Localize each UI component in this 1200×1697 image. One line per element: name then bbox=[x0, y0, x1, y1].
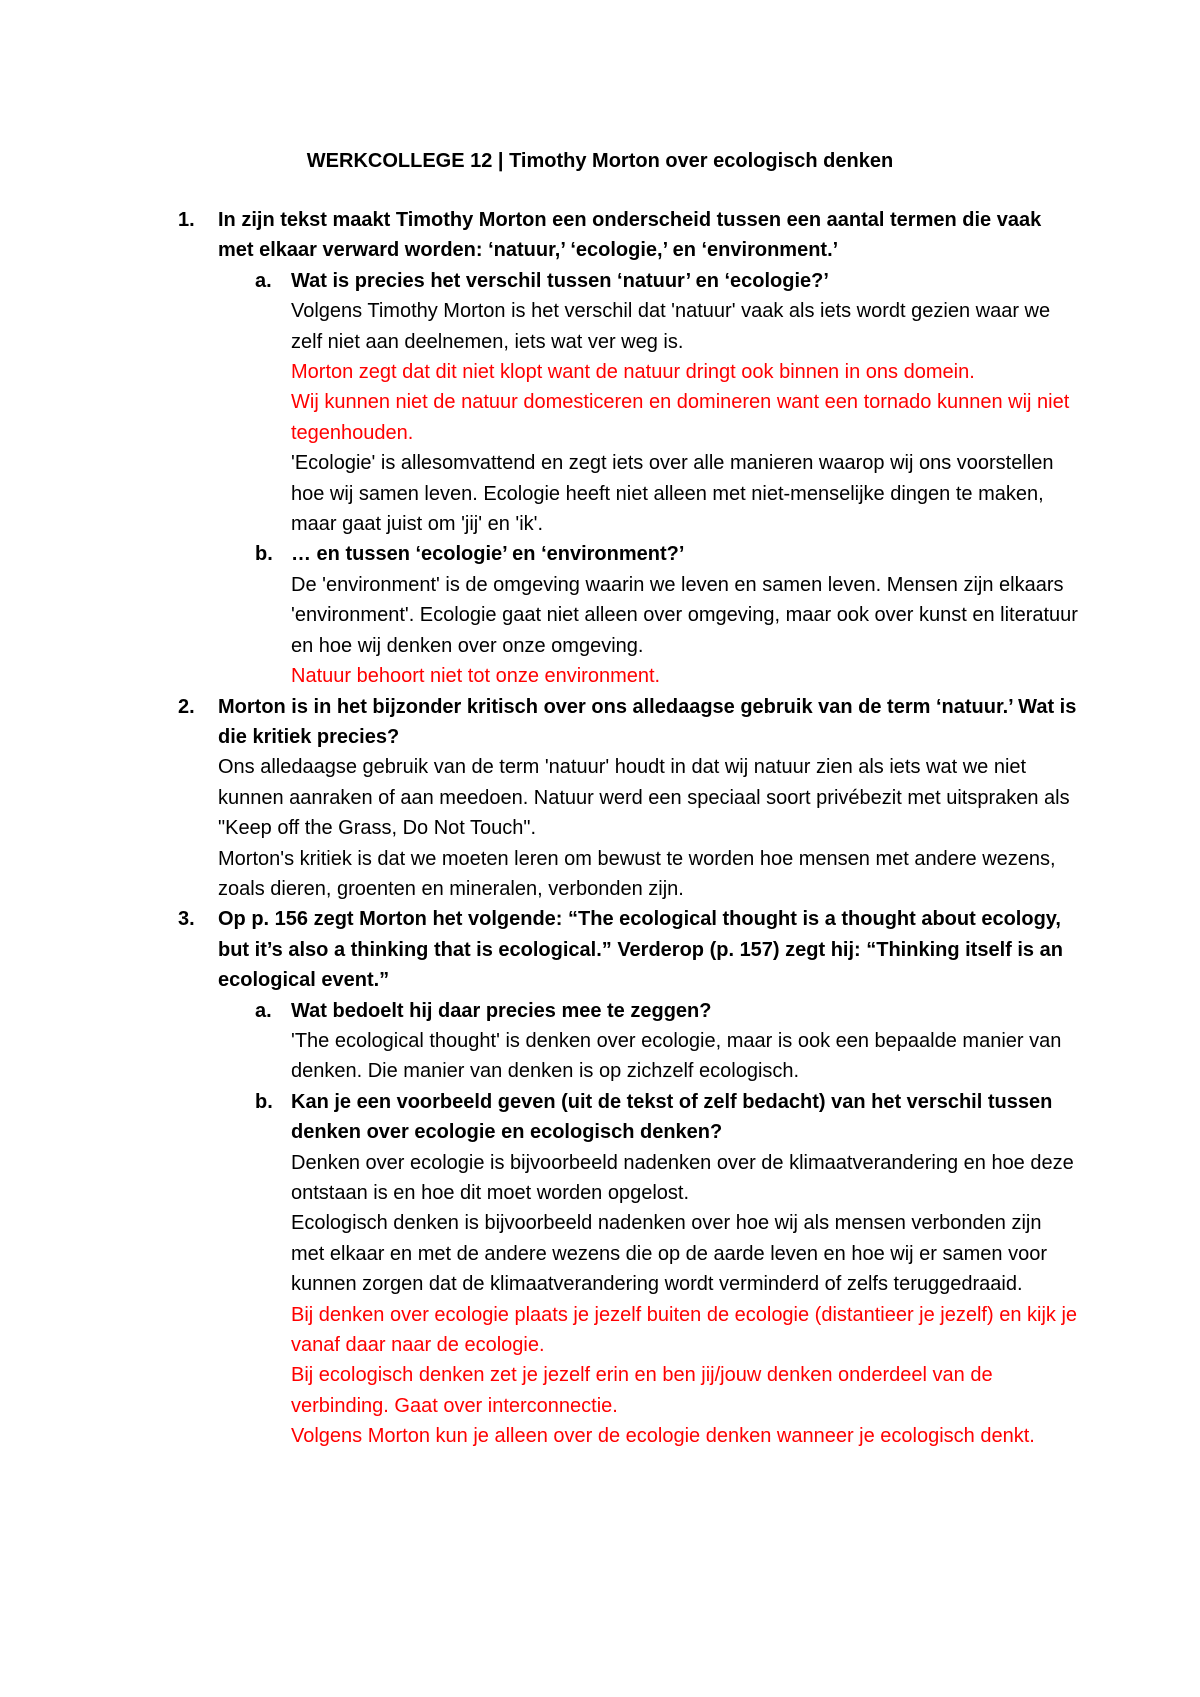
subquestion-letter: b. bbox=[255, 1090, 273, 1113]
question-list bbox=[178, 205, 1078, 1452]
answer-text: 'The ecological thought' is denken over ecologie, maar is ook een bepaalde manier van denken. Die manier van denken is op zichzelf ecologisch. bbox=[291, 1029, 1062, 1083]
answer-text: Ecologisch denken is bijvoorbeeld nadenken over hoe wij als mensen verbonden zijn met elkaar en met de andere wezens die op de aarde leven en hoe wij er samen voor kunnen zorgen dat de klimaatverandering wordt verminderd of zelfs teruggedraaid. bbox=[291, 1212, 1048, 1296]
annotation-text: Wij kunnen niet de natuur domesticeren en domineren want een tornado kunnen wij niet tegenhouden. bbox=[291, 391, 1070, 444]
question-text: Op p. 156 zegt Morton het volgende: “The ecological thought is a thought about ecology, but it’s also a thinking that is ecological.” Verderop (p. 157) zegt hij: “Thinking itself is an ecological event.” bbox=[218, 908, 1063, 992]
question-1 bbox=[178, 205, 1078, 692]
answer-text: 'Ecologie' is allesomvattend en zegt iets over alle manieren waarop wij ons voorstellen hoe wij samen leven. Ecologie heeft niet alleen met niet-menselijke dingen te maken, maar gaat juist om 'jij' en 'ik'. bbox=[291, 452, 1054, 536]
subquestion-3b bbox=[255, 1087, 1078, 1452]
annotation-text: Volgens Morton kun je alleen over de ecologie denken wanneer je ecologisch denkt. bbox=[291, 1425, 1035, 1448]
answer-text: Morton's kritiek is dat we moeten leren om bewust te worden hoe mensen met andere wezens, zoals dieren, groenten en mineralen, verbonden zijn. bbox=[218, 847, 1056, 900]
subquestion-1b bbox=[255, 539, 1078, 691]
subquestion-3a bbox=[255, 996, 1078, 1087]
question-2 bbox=[178, 692, 1078, 905]
question-number: 2. bbox=[178, 695, 195, 718]
annotation-text: Bij ecologisch denken zet je jezelf erin en ben jij/jouw denken onderdeel van de verbinding. Gaat over interconnectie. bbox=[291, 1364, 993, 1417]
subquestion-letter: a. bbox=[255, 999, 272, 1022]
question-number: 1. bbox=[178, 209, 195, 231]
subquestion-text: Wat bedoelt hij daar precies mee te zeggen? bbox=[291, 999, 712, 1022]
question-text: In zijn tekst maakt Timothy Morton een onderscheid tussen een aantal termen die vaak met elkaar verward worden: ‘natuur,’ ‘ecologie,’ en ‘environment.’ bbox=[218, 209, 1042, 262]
subquestion-letter: a. bbox=[255, 269, 272, 292]
question-text: Morton is in het bijzonder kritisch over ons alledaagse gebruik van de term ‘natuur.’ Wat is die kritiek precies? bbox=[218, 695, 1077, 748]
subquestion-text: Kan je een voorbeeld geven (uit de tekst of zelf bedacht) van het verschil tussen denken over ecologie en ecologisch denken? bbox=[291, 1090, 1053, 1144]
question-3 bbox=[178, 904, 1078, 1451]
answer-text: Volgens Timothy Morton is het verschil dat 'natuur' vaak als iets wordt gezien waar we zelf niet aan deelnemen, iets wat ver weg is. bbox=[291, 300, 1051, 353]
subquestion-text: … en tussen ‘ecologie’ en ‘environment?’ bbox=[291, 543, 685, 566]
question-number: 3. bbox=[178, 908, 195, 931]
answer-text: Denken over ecologie is bijvoorbeeld nadenken over de klimaatverandering en hoe deze ontstaan is en hoe dit moet worden opgelost. bbox=[291, 1151, 1074, 1204]
annotation-text: Morton zegt dat dit niet klopt want de natuur dringt ook binnen in ons domein. bbox=[291, 361, 975, 384]
subquestion-letter: b. bbox=[255, 543, 273, 566]
annotation-text: Bij denken over ecologie plaats je jezelf buiten de ecologie (distantieer je jezelf) en kijk je vanaf daar naar de ecologie. bbox=[291, 1303, 1078, 1357]
annotation-text: Natuur behoort niet tot onze environment. bbox=[291, 665, 661, 688]
answer-text: Ons alledaagse gebruik van de term 'natuur' houdt in dat wij natuur zien als iets wat we niet kunnen aanraken of aan meedoen. Natuur werd een speciaal soort privébezit met uitspraken als "Keep off the Grass, Do Not Touch". bbox=[218, 756, 1070, 840]
subquestion-text: Wat is precies het verschil tussen ‘natuur’ en ‘ecologie?’ bbox=[291, 269, 829, 292]
page-title: WERKCOLLEGE 12 | Timothy Morton over ecologisch denken bbox=[306, 150, 894, 172]
subquestion-1a bbox=[255, 266, 1078, 540]
answer-text: De 'environment' is de omgeving waarin we leven en samen leven. Mensen zijn elkaars 'environment'. Ecologie gaat niet alleen over omgeving, maar ook over kunst en literatuur en hoe wij denken over onze omgeving. bbox=[291, 573, 1078, 657]
